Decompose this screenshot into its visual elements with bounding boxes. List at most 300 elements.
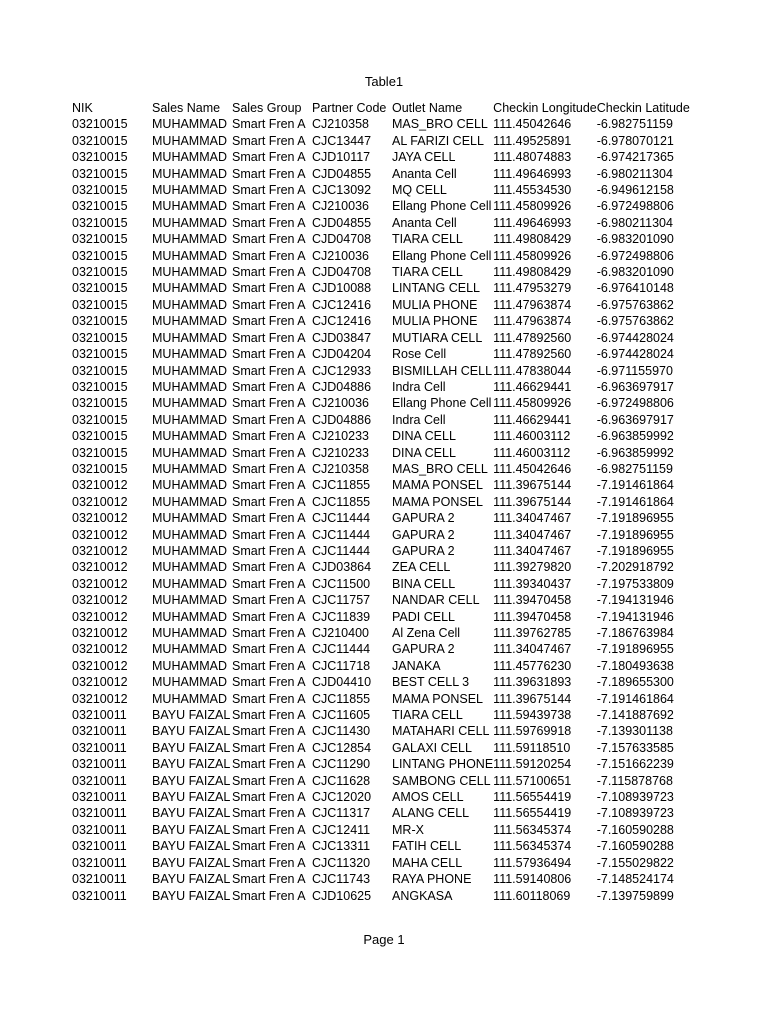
nik-cell: 03210015 — [72, 183, 128, 198]
header-sales-group: Sales Group — [232, 101, 302, 115]
checkin-longitude-cell: 111.34047467 — [493, 527, 572, 542]
outlet-name-cell: Ellang Phone Cell — [392, 199, 492, 214]
nik-cell: 03210015 — [72, 265, 128, 280]
partner-code-cell: CJD04886 — [312, 379, 372, 394]
outlet-name-cell: PADI CELL — [392, 609, 455, 624]
nik-cell: 03210011 — [72, 806, 127, 821]
nik-cell: 03210015 — [72, 215, 128, 230]
sales-group-cell: Smart Fren A — [232, 183, 306, 198]
sales-group-cell: Smart Fren A — [232, 642, 306, 657]
sales-group-cell: Smart Fren A — [232, 740, 306, 755]
checkin-longitude-cell: 111.39675144 — [493, 691, 572, 706]
outlet-name-cell: Ellang Phone Cell — [392, 248, 492, 263]
checkin-latitude-cell: -7.157633585 — [596, 740, 674, 755]
sales-name-cell: BAYU FAIZAL — [152, 806, 231, 821]
sales-group-cell: Smart Fren A — [232, 806, 306, 821]
checkin-latitude-cell: -7.194131946 — [596, 593, 674, 608]
sales-name-cell: BAYU FAIZAL — [152, 855, 231, 870]
checkin-latitude-cell: -7.151662239 — [596, 757, 674, 772]
checkin-latitude-cell: -7.191896955 — [596, 511, 674, 526]
sales-group-cell: Smart Fren A — [232, 855, 306, 870]
table-row — [72, 428, 690, 444]
nik-cell: 03210012 — [72, 691, 128, 706]
checkin-latitude-cell: -6.972498806 — [596, 248, 674, 263]
sales-name-cell: MUHAMMAD — [152, 330, 227, 345]
sales-group-cell: Smart Fren A — [232, 576, 306, 591]
partner-code-cell: CJD04204 — [312, 347, 372, 362]
nik-cell: 03210015 — [72, 232, 128, 247]
sales-name-cell: MUHAMMAD — [152, 658, 227, 673]
nik-cell: 03210015 — [72, 133, 128, 148]
table-row — [72, 855, 690, 871]
sales-group-cell: Smart Fren A — [232, 215, 306, 230]
header-nik: NIK — [72, 101, 93, 115]
sales-name-cell: MUHAMMAD — [152, 461, 227, 476]
nik-cell: 03210011 — [72, 773, 127, 788]
checkin-latitude-cell: -7.191461864 — [596, 691, 674, 706]
partner-code-cell: CJC13311 — [312, 839, 371, 854]
checkin-longitude-cell: 111.59118510 — [493, 740, 571, 755]
data-table — [72, 100, 690, 904]
partner-code-cell: CJC11317 — [312, 806, 371, 821]
partner-code-cell: CJ210233 — [312, 429, 369, 444]
sales-name-cell: MUHAMMAD — [152, 199, 227, 214]
checkin-longitude-cell: 111.59439738 — [493, 708, 572, 723]
partner-code-cell: CJC11839 — [312, 609, 371, 624]
table-row — [72, 756, 690, 772]
outlet-name-cell: ANGKASA — [392, 888, 453, 903]
checkin-longitude-cell: 111.39631893 — [493, 675, 572, 690]
sales-group-cell: Smart Fren A — [232, 297, 306, 312]
nik-cell: 03210015 — [72, 347, 128, 362]
outlet-name-cell: MAS_BRO CELL — [392, 117, 488, 132]
partner-code-cell: CJC12411 — [312, 822, 371, 837]
partner-code-cell: CJC12416 — [312, 297, 372, 312]
outlet-name-cell: DINA CELL — [392, 429, 456, 444]
partner-code-cell: CJD10117 — [312, 150, 371, 165]
nik-cell: 03210015 — [72, 429, 128, 444]
table-row — [72, 658, 690, 674]
sales-name-cell: MUHAMMAD — [152, 314, 227, 329]
sales-group-cell: Smart Fren A — [232, 527, 306, 542]
checkin-longitude-cell: 111.47963874 — [493, 314, 572, 329]
nik-cell: 03210011 — [72, 888, 127, 903]
sales-group-cell: Smart Fren A — [232, 593, 306, 608]
nik-cell: 03210015 — [72, 281, 128, 296]
outlet-name-cell: MUTIARA CELL — [392, 330, 483, 345]
checkin-latitude-cell: -6.963859992 — [596, 429, 674, 444]
nik-cell: 03210011 — [72, 790, 127, 805]
nik-cell: 03210015 — [72, 412, 128, 427]
partner-code-cell: CJD03864 — [312, 560, 372, 575]
nik-cell: 03210012 — [72, 576, 128, 591]
checkin-longitude-cell: 111.56554419 — [493, 806, 572, 821]
checkin-longitude-cell: 111.57936494 — [493, 855, 572, 870]
outlet-name-cell: AMOS CELL — [392, 790, 464, 805]
checkin-latitude-cell: -6.980211304 — [596, 166, 673, 181]
sales-group-cell: Smart Fren A — [232, 626, 306, 640]
partner-code-cell: CJ210358 — [312, 117, 369, 132]
sales-name-cell: BAYU FAIZAL — [152, 708, 231, 723]
outlet-name-cell: LINTANG PHONE — [392, 757, 494, 772]
checkin-latitude-cell: -6.975763862 — [596, 297, 674, 312]
sales-group-cell: Smart Fren A — [232, 248, 306, 263]
checkin-latitude-cell: -7.191896955 — [596, 527, 674, 542]
nik-cell: 03210015 — [72, 363, 128, 378]
checkin-longitude-cell: 111.56345374 — [493, 839, 572, 854]
nik-cell: 03210012 — [72, 658, 128, 673]
partner-code-cell: CJC13092 — [312, 183, 372, 198]
checkin-latitude-cell: -7.155029822 — [596, 855, 674, 870]
checkin-longitude-cell: 111.39470458 — [493, 609, 572, 624]
sales-name-cell: MUHAMMAD — [152, 347, 227, 362]
nik-cell: 03210011 — [72, 708, 127, 723]
partner-code-cell: CJC11718 — [312, 658, 371, 673]
sales-name-cell: MUHAMMAD — [152, 150, 227, 165]
table-row — [72, 248, 690, 264]
checkin-longitude-cell: 111.56345374 — [493, 822, 572, 837]
checkin-longitude-cell: 111.47838044 — [493, 363, 572, 378]
checkin-latitude-cell: -7.194131946 — [596, 609, 674, 624]
checkin-longitude-cell: 111.46003112 — [493, 445, 571, 460]
partner-code-cell: CJ210036 — [312, 396, 369, 411]
partner-code-cell: CJ210400 — [312, 626, 369, 640]
nik-cell: 03210012 — [72, 543, 128, 558]
sales-name-cell: MUHAMMAD — [152, 626, 227, 640]
checkin-longitude-cell: 111.47892560 — [493, 330, 572, 345]
outlet-name-cell: TIARA CELL — [392, 265, 463, 280]
partner-code-cell: CJD04855 — [312, 215, 372, 230]
nik-cell: 03210012 — [72, 626, 128, 640]
nik-cell: 03210015 — [72, 248, 128, 263]
table-row — [72, 527, 690, 543]
sales-name-cell: MUHAMMAD — [152, 494, 227, 509]
nik-cell: 03210012 — [72, 560, 128, 575]
sales-group-cell: Smart Fren A — [232, 412, 306, 427]
checkin-latitude-cell: -6.983201090 — [596, 232, 674, 247]
nik-cell: 03210015 — [72, 166, 128, 181]
table-row — [72, 691, 690, 707]
outlet-name-cell: Indra Cell — [392, 412, 446, 427]
nik-cell: 03210011 — [72, 855, 127, 870]
table-row — [72, 838, 690, 854]
partner-code-cell: CJC11855 — [312, 494, 371, 509]
table-row — [72, 412, 690, 428]
partner-code-cell: CJC11500 — [312, 576, 371, 591]
sales-group-cell: Smart Fren A — [232, 150, 306, 165]
table-row — [72, 822, 690, 838]
table-row — [72, 116, 690, 132]
table-row — [72, 576, 690, 592]
table-row — [72, 773, 690, 789]
checkin-longitude-cell: 111.59140806 — [493, 872, 572, 887]
checkin-latitude-cell: -6.982751159 — [596, 461, 673, 476]
table-row — [72, 805, 690, 821]
checkin-latitude-cell: -6.949612158 — [596, 183, 674, 198]
checkin-latitude-cell: -7.197533809 — [596, 576, 674, 591]
sales-group-cell: Smart Fren A — [232, 872, 306, 887]
outlet-name-cell: TIARA CELL — [392, 232, 463, 247]
checkin-latitude-cell: -6.963697917 — [596, 412, 674, 427]
sales-name-cell: MUHAMMAD — [152, 527, 227, 542]
partner-code-cell: CJ210358 — [312, 461, 369, 476]
header-partner-code: Partner Code — [312, 101, 387, 115]
partner-code-cell: CJC11743 — [312, 872, 371, 887]
partner-code-cell: CJD04708 — [312, 265, 372, 280]
outlet-name-cell: Rose Cell — [392, 347, 447, 362]
table-row — [72, 149, 690, 165]
checkin-longitude-cell: 111.45809926 — [493, 248, 572, 263]
nik-cell: 03210015 — [72, 297, 128, 312]
header-outlet-name: Outlet Name — [392, 101, 463, 115]
checkin-latitude-cell: -7.191896955 — [596, 642, 674, 657]
sales-name-cell: MUHAMMAD — [152, 445, 227, 460]
table-row — [72, 395, 690, 411]
table-row — [72, 674, 690, 690]
table-row — [72, 641, 690, 657]
nik-cell: 03210011 — [72, 757, 127, 772]
checkin-longitude-cell: 111.39675144 — [493, 494, 572, 509]
nik-cell: 03210012 — [72, 494, 128, 509]
outlet-name-cell: MR-X — [392, 822, 424, 837]
table-row — [72, 363, 690, 379]
checkin-longitude-cell: 111.46629441 — [493, 412, 572, 427]
sales-name-cell: MUHAMMAD — [152, 379, 227, 394]
outlet-name-cell: Ananta Cell — [392, 166, 457, 181]
partner-code-cell: CJC11757 — [312, 593, 371, 608]
sales-group-cell: Smart Fren A — [232, 609, 306, 624]
table-row — [72, 510, 690, 526]
nik-cell: 03210015 — [72, 199, 128, 214]
nik-cell: 03210015 — [72, 330, 128, 345]
sales-name-cell: BAYU FAIZAL — [152, 888, 231, 903]
partner-code-cell: CJD10088 — [312, 281, 372, 296]
table-row — [72, 445, 690, 461]
sales-group-cell: Smart Fren A — [232, 265, 306, 280]
partner-code-cell: CJC12933 — [312, 363, 372, 378]
checkin-longitude-cell: 111.59769918 — [493, 724, 572, 739]
sales-name-cell: BAYU FAIZAL — [152, 872, 231, 887]
nik-cell: 03210011 — [72, 724, 127, 739]
checkin-latitude-cell: -6.975763862 — [596, 314, 674, 329]
sales-group-cell: Smart Fren A — [232, 314, 306, 329]
sales-name-cell: MUHAMMAD — [152, 576, 227, 591]
table-row — [72, 592, 690, 608]
sales-group-cell: Smart Fren A — [232, 445, 306, 460]
table-row — [72, 379, 690, 395]
partner-code-cell: CJC11290 — [312, 757, 371, 772]
outlet-name-cell: MAMA PONSEL — [392, 494, 483, 509]
checkin-longitude-cell: 111.49808429 — [493, 232, 572, 247]
checkin-latitude-cell: -7.189655300 — [596, 675, 674, 690]
sales-group-cell: Smart Fren A — [232, 691, 306, 706]
sales-group-cell: Smart Fren A — [232, 494, 306, 509]
sales-name-cell: MUHAMMAD — [152, 133, 227, 148]
checkin-longitude-cell: 111.39470458 — [493, 593, 572, 608]
sales-group-cell: Smart Fren A — [232, 658, 306, 673]
sales-name-cell: BAYU FAIZAL — [152, 757, 231, 772]
sales-group-cell: Smart Fren A — [232, 166, 306, 181]
checkin-longitude-cell: 111.39675144 — [493, 478, 572, 493]
checkin-latitude-cell: -7.202918792 — [596, 560, 674, 575]
sales-name-cell: BAYU FAIZAL — [152, 773, 231, 788]
table-row — [72, 609, 690, 625]
outlet-name-cell: DINA CELL — [392, 445, 456, 460]
header-sales-name: Sales Name — [152, 101, 221, 115]
table-row — [72, 133, 690, 149]
outlet-name-cell: SAMBONG CELL — [392, 773, 491, 788]
outlet-name-cell: GAPURA 2 — [392, 527, 455, 542]
sales-name-cell: BAYU FAIZAL — [152, 790, 231, 805]
partner-code-cell: CJD04886 — [312, 412, 372, 427]
sales-group-cell: Smart Fren A — [232, 478, 306, 493]
sales-name-cell: MUHAMMAD — [152, 215, 227, 230]
checkin-latitude-cell: -7.191896955 — [596, 543, 674, 558]
table-row — [72, 559, 690, 575]
checkin-longitude-cell: 111.59120254 — [493, 757, 572, 772]
partner-code-cell: CJC12020 — [312, 790, 372, 805]
table-row — [72, 625, 690, 641]
table-row — [72, 477, 690, 493]
partner-code-cell: CJD04708 — [312, 232, 372, 247]
nik-cell: 03210012 — [72, 527, 128, 542]
outlet-name-cell: TIARA CELL — [392, 708, 463, 723]
nik-cell: 03210015 — [72, 461, 128, 476]
sales-group-cell: Smart Fren A — [232, 281, 306, 296]
outlet-name-cell: Indra Cell — [392, 379, 446, 394]
sales-group-cell: Smart Fren A — [232, 560, 306, 575]
nik-cell: 03210012 — [72, 511, 128, 526]
partner-code-cell: CJD10625 — [312, 888, 372, 903]
checkin-longitude-cell: 111.49646993 — [493, 166, 572, 181]
checkin-longitude-cell: 111.34047467 — [493, 511, 572, 526]
checkin-latitude-cell: -6.974217365 — [596, 150, 674, 165]
sales-name-cell: MUHAMMAD — [152, 232, 227, 247]
checkin-longitude-cell: 111.45809926 — [493, 199, 572, 214]
sales-group-cell: Smart Fren A — [232, 330, 306, 345]
table-row — [72, 543, 690, 559]
partner-code-cell: CJD04855 — [312, 166, 372, 181]
partner-code-cell: CJC11628 — [312, 773, 371, 788]
sales-name-cell: MUHAMMAD — [152, 412, 227, 427]
checkin-latitude-cell: -7.141887692 — [596, 708, 674, 723]
partner-code-cell: CJC11855 — [312, 691, 371, 706]
nik-cell: 03210012 — [72, 593, 128, 608]
sales-group-cell: Smart Fren A — [232, 379, 306, 394]
sales-group-cell: Smart Fren A — [232, 839, 306, 854]
partner-code-cell: CJ210233 — [312, 445, 369, 460]
table-row — [72, 346, 690, 362]
checkin-latitude-cell: -6.972498806 — [596, 199, 674, 214]
table-row — [72, 330, 690, 346]
table-row — [72, 888, 690, 904]
sales-group-cell: Smart Fren A — [232, 790, 306, 805]
checkin-longitude-cell: 111.49646993 — [493, 215, 572, 230]
sales-group-cell: Smart Fren A — [232, 133, 306, 148]
sales-name-cell: MUHAMMAD — [152, 478, 227, 493]
sales-name-cell: MUHAMMAD — [152, 281, 227, 296]
sales-group-cell: Smart Fren A — [232, 232, 306, 247]
partner-code-cell: CJC11444 — [312, 642, 371, 657]
partner-code-cell: CJC12854 — [312, 740, 372, 755]
sales-name-cell: MUHAMMAD — [152, 166, 227, 181]
table-row — [72, 297, 690, 313]
outlet-name-cell: GAPURA 2 — [392, 642, 455, 657]
sales-group-cell: Smart Fren A — [232, 888, 306, 903]
checkin-longitude-cell: 111.45534530 — [493, 183, 572, 198]
outlet-name-cell: MAMA PONSEL — [392, 691, 483, 706]
checkin-latitude-cell: -7.191461864 — [596, 494, 674, 509]
table-body — [72, 116, 690, 904]
table-row — [72, 789, 690, 805]
outlet-name-cell: BISMILLAH CELL — [392, 363, 493, 378]
page-number: Page 1 — [363, 932, 405, 947]
outlet-name-cell: GAPURA 2 — [392, 543, 455, 558]
partner-code-cell: CJC11444 — [312, 511, 371, 526]
sales-group-cell: Smart Fren A — [232, 117, 306, 132]
sales-name-cell: MUHAMMAD — [152, 609, 227, 624]
outlet-name-cell: ZEA CELL — [392, 560, 451, 575]
outlet-name-cell: GALAXI CELL — [392, 740, 472, 755]
checkin-latitude-cell: -6.976410148 — [596, 281, 674, 296]
sales-group-cell: Smart Fren A — [232, 199, 306, 214]
table-row — [72, 461, 690, 477]
outlet-name-cell: BEST CELL 3 — [392, 675, 470, 690]
checkin-longitude-cell: 111.48074883 — [493, 150, 572, 165]
sales-name-cell: BAYU FAIZAL — [152, 724, 231, 739]
outlet-name-cell: Ananta Cell — [392, 215, 457, 230]
nik-cell: 03210011 — [72, 872, 127, 887]
checkin-latitude-cell: -7.139301138 — [596, 724, 673, 739]
table-row — [72, 871, 690, 887]
checkin-latitude-cell: -6.963697917 — [596, 379, 674, 394]
partner-code-cell: CJC11605 — [312, 708, 371, 723]
checkin-latitude-cell: -6.980211304 — [596, 215, 673, 230]
sales-name-cell: BAYU FAIZAL — [152, 822, 231, 837]
nik-cell: 03210015 — [72, 117, 128, 132]
table-row — [72, 166, 690, 182]
sales-name-cell: BAYU FAIZAL — [152, 839, 231, 854]
partner-code-cell: CJD03847 — [312, 330, 372, 345]
table-row — [72, 740, 690, 756]
checkin-longitude-cell: 111.45042646 — [493, 117, 572, 132]
outlet-name-cell: ALANG CELL — [392, 806, 470, 821]
sales-name-cell: MUHAMMAD — [152, 691, 227, 706]
nik-cell: 03210015 — [72, 379, 128, 394]
sales-group-cell: Smart Fren A — [232, 461, 306, 476]
checkin-longitude-cell: 111.45776230 — [493, 658, 572, 673]
sales-name-cell: MUHAMMAD — [152, 297, 227, 312]
sales-name-cell: MUHAMMAD — [152, 117, 227, 132]
nik-cell: 03210015 — [72, 445, 128, 460]
partner-code-cell: CJC12416 — [312, 314, 372, 329]
checkin-latitude-cell: -6.963859992 — [596, 445, 674, 460]
nik-cell: 03210012 — [72, 675, 128, 690]
checkin-longitude-cell: 111.49525891 — [493, 133, 572, 148]
nik-cell: 03210015 — [72, 396, 128, 411]
outlet-name-cell: NANDAR CELL — [392, 593, 480, 608]
checkin-longitude-cell: 111.45809926 — [493, 396, 572, 411]
checkin-latitude-cell: -6.978070121 — [596, 133, 674, 148]
checkin-latitude-cell: -7.160590288 — [596, 822, 674, 837]
sales-group-cell: Smart Fren A — [232, 675, 306, 690]
outlet-name-cell: BINA CELL — [392, 576, 456, 591]
checkin-longitude-cell: 111.45042646 — [493, 461, 572, 476]
table-row — [72, 182, 690, 198]
table-row — [72, 707, 690, 723]
checkin-longitude-cell: 111.34047467 — [493, 543, 572, 558]
checkin-longitude-cell: 111.47963874 — [493, 297, 572, 312]
